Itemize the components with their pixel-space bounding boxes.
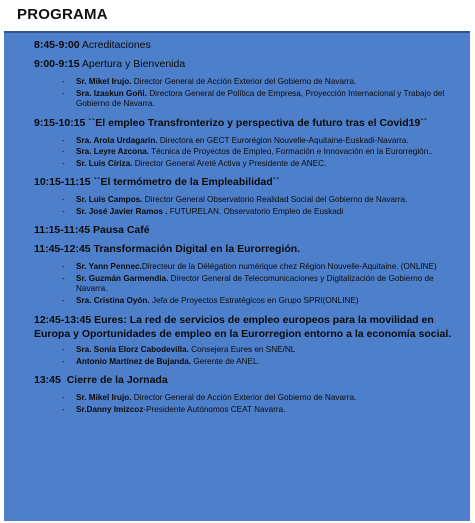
speaker-item [62, 274, 464, 295]
slot-title: Acreditaciones [81, 39, 151, 51]
speaker-desc: Consejera Eures en SNE/NL [191, 345, 296, 354]
speaker-desc: Técnica de Proyectos de Empleo, Formación e Innovación en la Eurorregión.. [151, 147, 433, 156]
slot-time: 11:45-12:45 [34, 243, 91, 255]
speaker-desc: Jefa de Proyectos Estratégicos en Grupo SPRI(ONLINE) [152, 295, 359, 305]
slot-title: Eures: La red de servicios de empleo europeos para la movilidad en Europa y Oportunidades de empleo en la Eurorregion entorno a la economía social. [34, 314, 452, 340]
speaker-desc: Directeur de la Délégation numérique chez Région Nouvelle-Aquitaine. (ONLINE) [141, 262, 437, 271]
speaker-item [62, 207, 464, 218]
speaker-name: Sr. José Javier Ramos . [76, 206, 168, 216]
slot-title: Transformación Digital en la Eurorregión. [93, 243, 301, 255]
speaker-name: Antonio Martínez de Bujanda. [76, 356, 192, 366]
slot-title: ``El empleo Transfronterizo y perspectiva de futuro tras el Covid19`` [88, 116, 428, 129]
slot-time: 8:45-9:00 [34, 39, 80, 51]
slot-time: 9:00-9:15 [34, 58, 80, 70]
speaker-list [62, 262, 464, 306]
speaker-item [62, 195, 464, 206]
speaker-desc: Director General de Acción Exterior del Gobierno de Navarra. [133, 77, 357, 86]
speaker-name: Sr. Luis Ciriza. [76, 158, 133, 168]
speaker-name: Sr. Luis Campos. [76, 195, 143, 204]
speaker-list [62, 77, 464, 110]
slot-time: 10:15-11:15 [34, 176, 91, 188]
slot-time: 13:45 [34, 374, 61, 386]
speaker-desc: Director General Areté Activa y Presidente de ANEC. [134, 158, 327, 168]
schedule-slot [34, 313, 464, 341]
speaker-name: Sr. Yann Pennec. [76, 262, 142, 271]
title-bar [0, 0, 475, 31]
program-content [34, 39, 464, 422]
speaker-desc: Directora en GECT Eurorégion Nouvelle-Aquitaine-Euskadi-Navarra. [159, 135, 409, 145]
speaker-list [62, 136, 464, 170]
speaker-item [62, 77, 464, 88]
speaker-name: Sr. Guzmán Garmendia. [76, 273, 169, 283]
speaker-list [62, 195, 464, 217]
slot-time: 12:45-13:45 [34, 314, 92, 326]
speaker-list [62, 345, 464, 367]
speaker-desc: Gerente de ANEL. [193, 356, 260, 366]
slot-time: 9:15-10:15 [34, 116, 86, 129]
speaker-name: Sra. Arola Urdagarin. [76, 135, 158, 145]
speaker-desc: Director General de Telecomunicaciones y Digitalización de Gobierno de Navarra. [76, 273, 434, 293]
speaker-desc: Directora General de Política de Empresa, Proyección Internacional y Trabajo del Gobierno de Navarra. [76, 88, 445, 108]
slot-title: Cierre de la Jornada [66, 374, 168, 386]
speaker-item [62, 357, 464, 368]
speaker-name: Sr.Danny Imizcoz [76, 404, 144, 414]
page-title: PROGRAMA [17, 6, 108, 23]
speaker-name: Sra. Izaskun Goñi. [76, 88, 147, 98]
schedule-slot [34, 243, 464, 256]
speaker-name: Sra. Leyre Azcona. [76, 147, 149, 156]
speaker-item [62, 147, 464, 158]
speaker-item [62, 345, 464, 356]
speaker-name: Sr. Mikel Irujo. [76, 393, 132, 402]
speaker-desc: Director General de Acción Exterior del Gobierno de Navarra. [133, 393, 357, 402]
speaker-item [62, 262, 464, 273]
speaker-name: Sr. Mikel Irujo. [76, 77, 132, 86]
speaker-item [62, 296, 464, 307]
speaker-desc: FUTURELAN. Observatorio Empleo de Euskadi [169, 206, 344, 216]
speaker-item [62, 89, 464, 110]
slot-title: Pausa Café [92, 224, 150, 236]
schedule-slot [34, 117, 464, 130]
speaker-item [62, 393, 464, 404]
speaker-desc: -Presidente Autónomos CEAT Navarra. [143, 404, 286, 414]
speaker-item [62, 159, 464, 170]
speaker-name: Sra. Sonia Elorz Cabodevilla. [76, 345, 189, 354]
speaker-desc: Director General Observatorio Realidad Social del Gobierno de Navarra. [144, 195, 408, 204]
program-panel [4, 31, 470, 521]
speaker-list [62, 393, 464, 415]
slot-title: Apertura y Bienvenida [81, 58, 186, 70]
schedule-slot [34, 224, 464, 237]
slot-title: ``El termómetro de la Empleabilidad`` [93, 176, 280, 188]
schedule-slot [34, 374, 464, 387]
speaker-item [62, 405, 464, 416]
speaker-item [62, 136, 464, 147]
schedule-slot [34, 39, 464, 52]
schedule-slot [34, 58, 464, 71]
speaker-name: Sra. Cristina Oyón. [76, 295, 150, 305]
schedule-slot [34, 176, 464, 189]
slot-time: 11:15-11:45 [34, 224, 91, 236]
